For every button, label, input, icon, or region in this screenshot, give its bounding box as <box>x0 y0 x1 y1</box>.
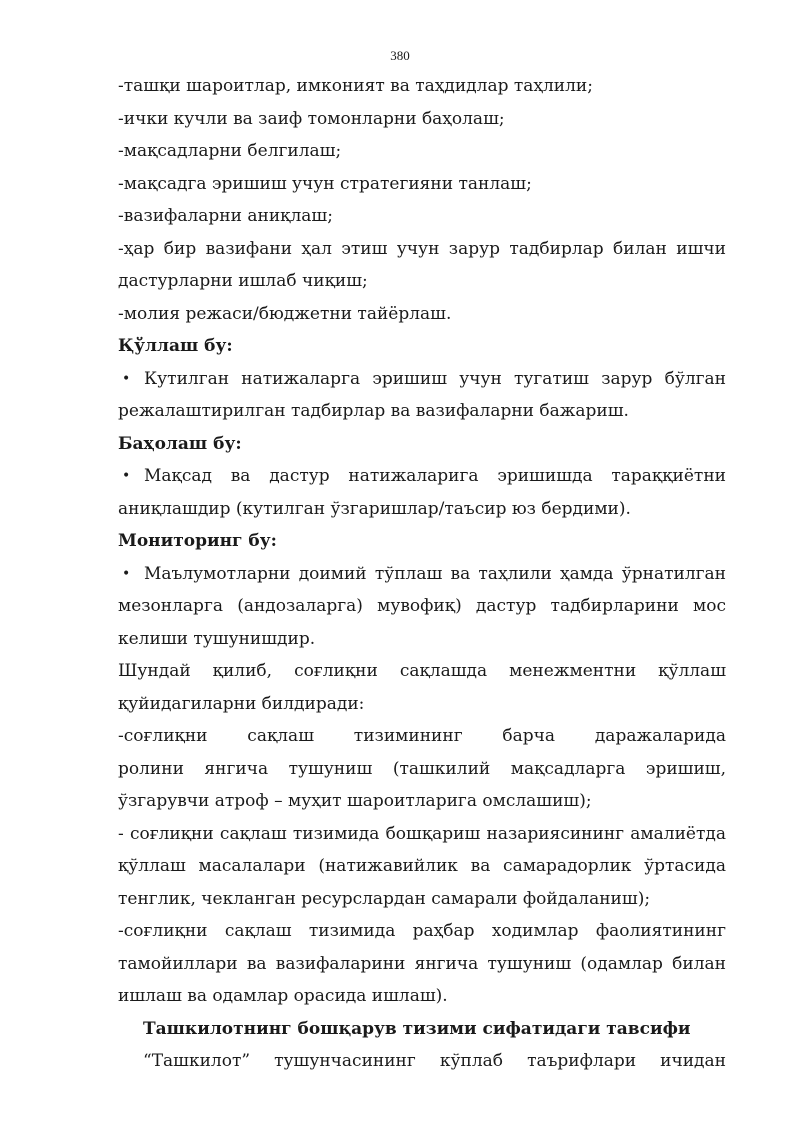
page-body <box>118 70 726 1078</box>
bullet-text: Маълумотларни доимий тўплаш ва таҳлили ҳамда ўрнатилган <box>144 563 726 584</box>
text-line: мезонларга (андозаларга) мувофиқ) дастур тадбирларини мос <box>118 596 726 616</box>
text-line: тамойиллари ва вазифаларини янгича тушуниш (одамлар билан <box>118 953 726 974</box>
text-line: -соғлиқни сақлаш тизимида раҳбар ходимлар фаолиятининг <box>118 921 726 941</box>
page-number: 380 <box>390 48 410 63</box>
bullet-text: Мақсад ва дастур натижаларига эришишда тараққиётни <box>144 466 726 486</box>
bullet-item <box>118 460 726 493</box>
text-line: -молия режаси/бюджетни тайёрлаш. <box>118 303 452 324</box>
text-line: -ташқи шароитлар, имконият ва таҳдидлар таҳлили; <box>118 76 593 96</box>
section-heading: Қўллаш бу: <box>118 336 233 356</box>
text-line: тенглик, чекланган ресурслардан самарали фойдаланиш); <box>118 888 651 909</box>
text-line: Шундай қилиб, соғлиқни сақлашда менежментни қўллаш <box>118 661 726 681</box>
text-line: -ички кучли ва заиф томонларни баҳолаш; <box>118 108 505 129</box>
text-line: қуйидагиларни билдиради: <box>118 693 365 714</box>
text-line: аниқлашдир (кутилган ўзгаришлар/таъсир юз бердими). <box>118 498 631 519</box>
text-line: ўзгарувчи атроф – муҳит шароитларига омслашиш); <box>118 791 592 811</box>
text-line: дастурларни ишлаб чиқиш; <box>118 271 368 291</box>
text-line: -мақсадларни белгилаш; <box>118 141 342 161</box>
text-line: -ҳар бир вазифани ҳал этиш учун зарур тадбирлар билан ишчи <box>118 238 726 259</box>
text-line: келиши тушунишдир. <box>118 628 316 649</box>
bullet-icon: • <box>122 565 131 582</box>
text-line: режалаштирилган тадбирлар ва вазифаларни бажариш. <box>118 401 629 421</box>
bullet-item <box>118 363 726 396</box>
bullet-icon: • <box>122 468 131 484</box>
section-heading: Баҳолаш бу: <box>118 433 242 454</box>
text-line: -вазифаларни аниқлаш; <box>118 206 333 226</box>
bullet-text: Кутилган натижаларга эришиш учун тугатиш зарур бўлган <box>144 368 726 389</box>
text-line: -мақсадга эришиш учун стратегияни танлаш; <box>118 173 532 194</box>
text-line: “Ташкилот” тушунчасининг кўплаб таърифлари ичидан <box>143 1051 726 1071</box>
text-line: -соғлиқни сақлаш тизимининг барча даражаларида <box>118 726 726 746</box>
text-line: ишлаш ва одамлар орасида ишлаш). <box>118 986 448 1006</box>
bullet-item <box>118 558 726 591</box>
text-line: қўллаш масалалари (натижавийлик ва самарадорлик ўртасида <box>118 856 726 876</box>
section-heading: Мониторинг бу: <box>118 531 277 551</box>
text-line: ролини янгича тушуниш (ташкилий мақсадларга эришиш, <box>118 758 726 779</box>
bullet-icon: • <box>122 370 131 387</box>
section-title: Ташкилотнинг бошқарув тизими сифатидаги тавсифи <box>143 1018 691 1039</box>
text-line: - соғлиқни сақлаш тизимида бошқариш назариясининг амалиётда <box>118 823 726 844</box>
